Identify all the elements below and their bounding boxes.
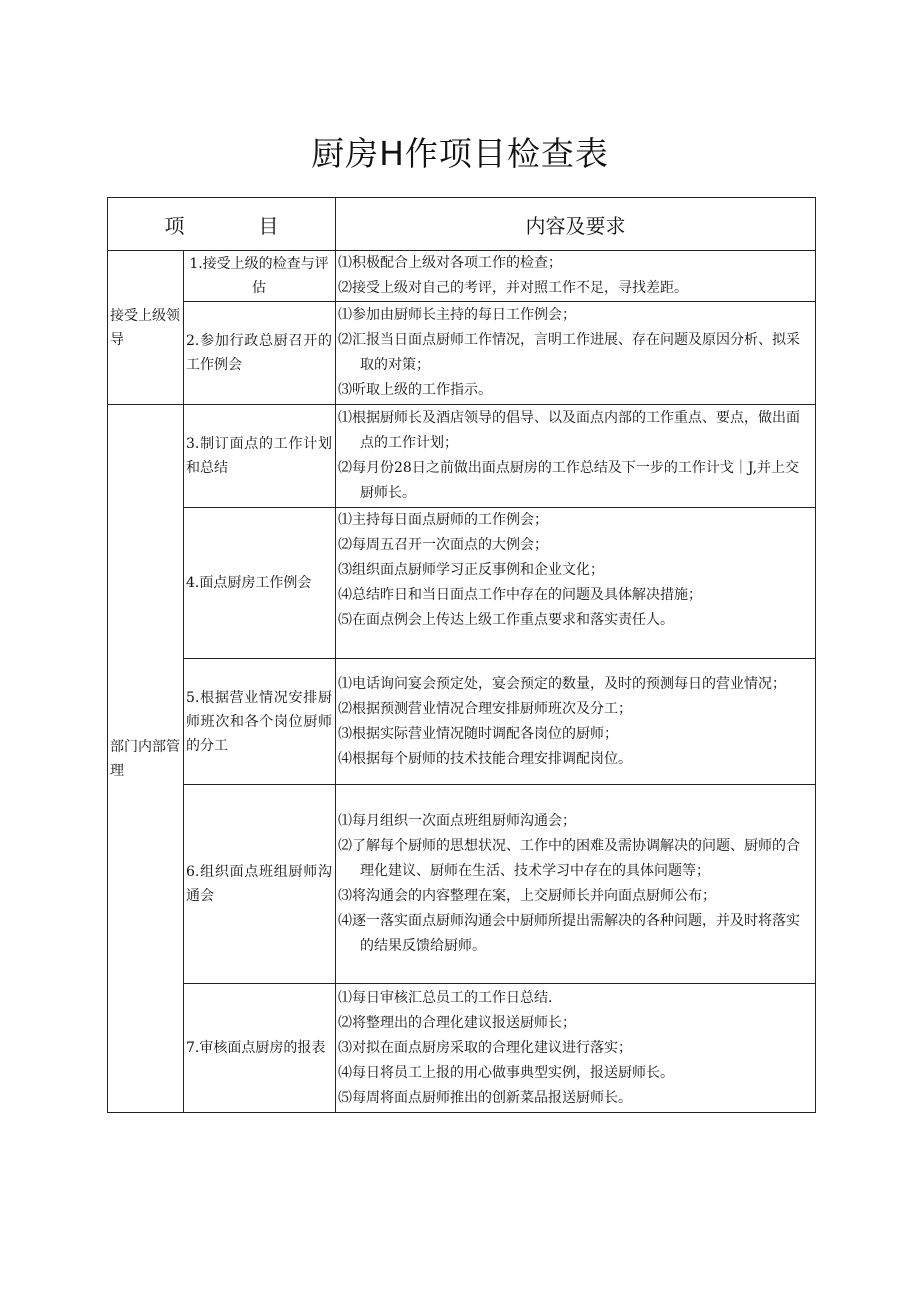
header-item: [108, 198, 336, 251]
content-line: ⑴主持每日面点厨师的工作例会；: [338, 512, 548, 528]
header-item-part2: 目: [258, 213, 279, 238]
item-cell: 7.审核面点厨房的报表: [184, 984, 336, 1113]
content-cell: [336, 659, 816, 785]
content-line: ⑷每日将员工上报的用心做事典型实例，报送厨师长。: [338, 1064, 674, 1081]
content-line: ⑷逐一落实面点厨师沟通会中厨师所提出需解决的各种问题，并及时将落实的结果反馈给厨师。: [338, 913, 800, 954]
content-cell: [336, 984, 816, 1113]
content-cell: [336, 302, 816, 405]
content-line: ⑴电话询问宴会预定处，宴会预定的数量，及时的预测每日的营业情况；: [338, 675, 786, 692]
header-item-part1: 项: [164, 213, 185, 238]
content-line: ⑵汇报当日面点厨师工作情况，言明工作进展、存在问题及原因分析、拟采取的对策；: [338, 332, 800, 373]
content-line: ⑶听取上级的工作指示。: [338, 382, 492, 398]
table-row: [108, 659, 816, 785]
category-cell: 接受上级领导: [108, 251, 184, 405]
content-line: ⑵根据预测营业情况合理安排厨师班次及分工；: [338, 700, 632, 717]
table-row: [108, 251, 816, 302]
table-row: [108, 405, 816, 508]
content-line: ⑵每周五召开一次面点的大例会；: [338, 537, 548, 553]
page-title: 厨房H作项目检查表: [311, 134, 609, 173]
content-line: ⑵将整理出的合理化建议报送厨师长；: [338, 1014, 576, 1031]
content-line: ⑶组织面点厨师学习正反事例和企业文化；: [338, 562, 604, 578]
content-line: ⑴每月组织一次面点班组厨师沟通会；: [338, 813, 576, 829]
item-cell: 5.根据营业情况安排厨师班次和各个岗位厨师的分工: [184, 659, 336, 785]
table-row: [108, 785, 816, 984]
content-cell: [336, 405, 816, 508]
item-cell: 1.接受上级的检查与评估: [184, 251, 336, 302]
category-cell: 部门内部管理: [108, 405, 184, 1113]
content-cell: [336, 251, 816, 302]
content-line: ⑷根据每个厨师的技术技能合理安排调配岗位。: [338, 750, 632, 767]
content-line: ⑶将沟通会的内容整理在案，上交厨师长并向面点厨师公布；: [338, 888, 716, 904]
content-line: ⑶对拟在面点厨房采取的合理化建议进行落实；: [338, 1039, 632, 1056]
content-line: ⑴每日审核汇总员工的工作日总结.: [338, 989, 553, 1006]
item-cell: 2.参加行政总厨召开的工作例会: [184, 302, 336, 405]
checklist-table: [107, 197, 816, 1113]
content-line: ⑴参加由厨师长主持的每日工作例会；: [338, 307, 576, 323]
item-cell: 4.面点厨房工作例会: [184, 508, 336, 659]
content-line: ⑷总结昨日和当日面点工作中存在的问题及具体解决措施；: [338, 587, 702, 603]
table-row: [108, 984, 816, 1113]
header-content: 内容及要求: [336, 198, 816, 251]
content-line: ⑵每月份28日之前做出面点厨房的工作总结及下一步的工作计戈｜J,并上交厨师长。: [338, 460, 800, 501]
content-line: ⑸在面点例会上传达上级工作重点要求和落实责任人。: [338, 612, 674, 628]
content-line: ⑸每周将面点厨师推出的创新菜品报送厨师长。: [338, 1089, 632, 1106]
content-line: ⑴积极配合上级对各项工作的检查；: [338, 255, 562, 271]
table-header-row: [108, 198, 816, 251]
content-cell: [336, 785, 816, 984]
table-row: [108, 508, 816, 659]
content-line: ⑵了解每个厨师的思想状况、工作中的困难及需协调解决的问题、厨师的合理化建议、厨师在生活、技术学习中存在的具体问题等；: [338, 838, 800, 879]
table-row: [108, 302, 816, 405]
content-line: ⑶根据实际营业情况随时调配各岗位的厨师；: [338, 725, 618, 742]
content-cell: [336, 508, 816, 659]
item-cell: 6.组织面点班组厨师沟通会: [184, 785, 336, 984]
item-cell: 3.制订面点的工作计划和总结: [184, 405, 336, 508]
content-line: ⑴根据厨师长及酒店领导的倡导、以及面点内部的工作重点、要点，做出面点的工作计划；: [338, 410, 800, 451]
content-line: ⑵接受上级对自己的考评，并对照工作不足，寻找差距。: [338, 280, 688, 296]
